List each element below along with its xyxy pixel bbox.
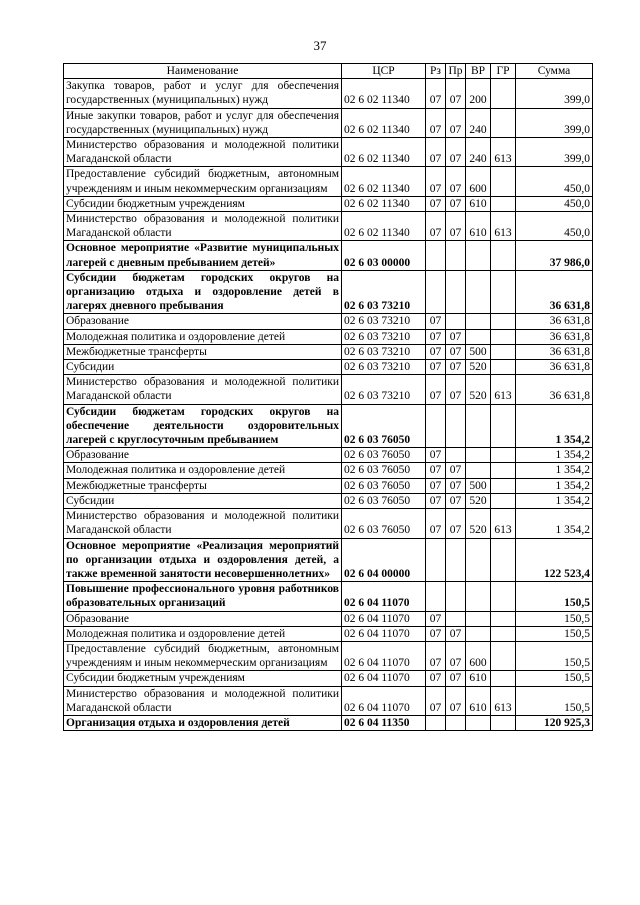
cell-gr — [491, 671, 516, 686]
cell-pr — [446, 270, 466, 314]
cell-pr: 07 — [446, 671, 466, 686]
cell-rz — [426, 715, 446, 730]
cell-pr — [446, 715, 466, 730]
cell-name: Молодежная политика и оздоровление детей — [64, 626, 342, 641]
table-row — [64, 196, 593, 211]
cell-name: Субсидии бюджетам городских округов на обеспечение деятельности оздоровительных лагерей с круглосуточным пребыванием — [64, 404, 342, 448]
cell-csr: 02 6 03 73210 — [342, 375, 426, 404]
cell-gr — [491, 715, 516, 730]
cell-pr: 07 — [446, 344, 466, 359]
cell-rz — [426, 241, 446, 270]
cell-csr: 02 6 03 76050 — [342, 404, 426, 448]
cell-vr: 240 — [466, 108, 491, 137]
cell-sum: 36 631,8 — [516, 270, 593, 314]
cell-sum: 1 354,2 — [516, 478, 593, 493]
cell-gr — [491, 404, 516, 448]
table-row — [64, 641, 593, 670]
cell-name: Молодежная политика и оздоровление детей — [64, 463, 342, 478]
cell-csr: 02 6 03 73210 — [342, 360, 426, 375]
cell-pr: 07 — [446, 329, 466, 344]
cell-csr: 02 6 03 73210 — [342, 314, 426, 329]
cell-sum: 150,5 — [516, 686, 593, 715]
cell-sum: 36 631,8 — [516, 314, 593, 329]
header-name: Наименование — [64, 64, 342, 79]
cell-name: Министерство образования и молодежной политики Магаданской области — [64, 138, 342, 167]
cell-name: Закупка товаров, работ и услуг для обеспечения государственных (муниципальных) нужд — [64, 79, 342, 108]
cell-rz: 07 — [426, 108, 446, 137]
cell-csr: 02 6 02 11340 — [342, 138, 426, 167]
cell-name: Молодежная политика и оздоровление детей — [64, 329, 342, 344]
cell-vr — [466, 314, 491, 329]
table-row — [64, 270, 593, 314]
cell-gr — [491, 314, 516, 329]
cell-vr — [466, 270, 491, 314]
cell-csr: 02 6 03 76050 — [342, 448, 426, 463]
table-row — [64, 671, 593, 686]
cell-sum: 450,0 — [516, 212, 593, 241]
cell-gr — [491, 241, 516, 270]
cell-gr — [491, 641, 516, 670]
cell-sum: 150,5 — [516, 671, 593, 686]
cell-pr: 07 — [446, 108, 466, 137]
cell-sum: 37 986,0 — [516, 241, 593, 270]
table-row — [64, 329, 593, 344]
cell-rz: 07 — [426, 641, 446, 670]
cell-rz — [426, 270, 446, 314]
cell-pr — [446, 448, 466, 463]
cell-gr — [491, 478, 516, 493]
cell-csr: 02 6 04 11070 — [342, 582, 426, 611]
cell-csr: 02 6 04 11070 — [342, 686, 426, 715]
cell-gr — [491, 463, 516, 478]
cell-name: Субсидии — [64, 360, 342, 375]
cell-vr — [466, 715, 491, 730]
cell-rz: 07 — [426, 686, 446, 715]
cell-gr — [491, 196, 516, 211]
cell-name: Министерство образования и молодежной политики Магаданской области — [64, 212, 342, 241]
table-row — [64, 241, 593, 270]
header-pr: Пр — [446, 64, 466, 79]
table-row — [64, 108, 593, 137]
page-number: 37 — [313, 38, 327, 53]
cell-sum: 399,0 — [516, 108, 593, 137]
cell-rz: 07 — [426, 493, 446, 508]
cell-name: Образование — [64, 448, 342, 463]
cell-sum: 450,0 — [516, 167, 593, 196]
cell-pr: 07 — [446, 196, 466, 211]
cell-name: Субсидии бюджетам городских округов на организацию отдыха и оздоровление детей в лагерях дневного пребывания — [64, 270, 342, 314]
cell-vr: 520 — [466, 360, 491, 375]
cell-sum: 1 354,2 — [516, 509, 593, 538]
cell-csr: 02 6 02 11340 — [342, 212, 426, 241]
cell-csr: 02 6 03 76050 — [342, 463, 426, 478]
cell-sum: 1 354,2 — [516, 493, 593, 508]
cell-csr: 02 6 03 76050 — [342, 493, 426, 508]
cell-pr — [446, 404, 466, 448]
cell-csr: 02 6 04 11070 — [342, 626, 426, 641]
cell-name: Организация отдыха и оздоровления детей — [64, 715, 342, 730]
cell-vr — [466, 626, 491, 641]
cell-pr: 07 — [446, 138, 466, 167]
cell-vr — [466, 448, 491, 463]
cell-gr — [491, 538, 516, 582]
cell-rz: 07 — [426, 314, 446, 329]
header-sum: Сумма — [516, 64, 593, 79]
cell-gr: 613 — [491, 509, 516, 538]
cell-gr — [491, 167, 516, 196]
cell-name: Субсидии бюджетным учреждениям — [64, 196, 342, 211]
cell-csr: 02 6 03 00000 — [342, 241, 426, 270]
table-row — [64, 344, 593, 359]
cell-name: Образование — [64, 314, 342, 329]
cell-rz: 07 — [426, 478, 446, 493]
cell-name: Повышение профессионального уровня работников образовательных организаций — [64, 582, 342, 611]
cell-name: Межбюджетные трансферты — [64, 344, 342, 359]
table-row — [64, 582, 593, 611]
header-rz: Рз — [426, 64, 446, 79]
cell-csr: 02 6 02 11340 — [342, 167, 426, 196]
cell-rz: 07 — [426, 167, 446, 196]
table-row — [64, 314, 593, 329]
table-row — [64, 167, 593, 196]
header-csr: ЦСР — [342, 64, 426, 79]
table-row — [64, 626, 593, 641]
cell-sum: 1 354,2 — [516, 463, 593, 478]
cell-rz: 07 — [426, 375, 446, 404]
cell-pr — [446, 538, 466, 582]
cell-csr: 02 6 03 73210 — [342, 344, 426, 359]
cell-gr — [491, 270, 516, 314]
table-row — [64, 509, 593, 538]
cell-vr: 610 — [466, 686, 491, 715]
cell-gr — [491, 344, 516, 359]
table-row — [64, 538, 593, 582]
cell-rz: 07 — [426, 196, 446, 211]
cell-csr: 02 6 04 00000 — [342, 538, 426, 582]
cell-pr — [446, 314, 466, 329]
header-row — [64, 64, 593, 79]
cell-vr — [466, 582, 491, 611]
cell-gr: 613 — [491, 212, 516, 241]
cell-name: Межбюджетные трансферты — [64, 478, 342, 493]
table-row — [64, 686, 593, 715]
cell-vr — [466, 329, 491, 344]
cell-csr: 02 6 04 11070 — [342, 611, 426, 626]
cell-sum: 450,0 — [516, 196, 593, 211]
cell-csr: 02 6 04 11070 — [342, 641, 426, 670]
cell-gr — [491, 626, 516, 641]
cell-name: Образование — [64, 611, 342, 626]
cell-sum: 120 925,3 — [516, 715, 593, 730]
cell-rz — [426, 538, 446, 582]
cell-csr: 02 6 03 76050 — [342, 509, 426, 538]
cell-pr — [446, 582, 466, 611]
cell-gr — [491, 611, 516, 626]
budget-table — [63, 63, 593, 731]
header-vr: ВР — [466, 64, 491, 79]
table-header — [64, 64, 593, 79]
cell-csr: 02 6 02 11340 — [342, 108, 426, 137]
cell-gr — [491, 448, 516, 463]
cell-gr — [491, 360, 516, 375]
cell-pr: 07 — [446, 493, 466, 508]
cell-pr: 07 — [446, 375, 466, 404]
cell-rz: 07 — [426, 448, 446, 463]
cell-gr — [491, 329, 516, 344]
cell-pr: 07 — [446, 641, 466, 670]
cell-gr: 613 — [491, 375, 516, 404]
cell-gr — [491, 493, 516, 508]
cell-pr: 07 — [446, 463, 466, 478]
cell-name: Основное мероприятие «Реализация мероприятий по организации отдыха и оздоровления детей, а также временной занятости несовершеннолетних» — [64, 538, 342, 582]
cell-name: Субсидии — [64, 493, 342, 508]
cell-rz: 07 — [426, 509, 446, 538]
cell-rz: 07 — [426, 611, 446, 626]
table-row — [64, 375, 593, 404]
cell-rz: 07 — [426, 360, 446, 375]
cell-pr: 07 — [446, 167, 466, 196]
table-row — [64, 138, 593, 167]
cell-gr: 613 — [491, 138, 516, 167]
cell-vr: 610 — [466, 212, 491, 241]
cell-vr: 610 — [466, 671, 491, 686]
cell-csr: 02 6 03 73210 — [342, 329, 426, 344]
cell-vr — [466, 241, 491, 270]
table-row — [64, 404, 593, 448]
cell-rz: 07 — [426, 138, 446, 167]
header-gr: ГР — [491, 64, 516, 79]
cell-csr: 02 6 02 11340 — [342, 79, 426, 108]
cell-vr: 520 — [466, 509, 491, 538]
cell-rz: 07 — [426, 344, 446, 359]
cell-name: Министерство образования и молодежной политики Магаданской области — [64, 686, 342, 715]
cell-rz — [426, 582, 446, 611]
cell-sum: 36 631,8 — [516, 329, 593, 344]
cell-sum: 36 631,8 — [516, 375, 593, 404]
cell-rz: 07 — [426, 463, 446, 478]
cell-csr: 02 6 04 11350 — [342, 715, 426, 730]
cell-sum: 150,5 — [516, 641, 593, 670]
cell-pr: 07 — [446, 478, 466, 493]
cell-sum: 36 631,8 — [516, 344, 593, 359]
cell-csr: 02 6 03 73210 — [342, 270, 426, 314]
cell-vr — [466, 404, 491, 448]
cell-pr — [446, 611, 466, 626]
cell-vr: 520 — [466, 493, 491, 508]
table-row — [64, 478, 593, 493]
cell-rz — [426, 404, 446, 448]
cell-pr: 07 — [446, 686, 466, 715]
cell-gr — [491, 582, 516, 611]
cell-name: Предоставление субсидий бюджетным, автономным учреждениям и иным некоммерческим организациям — [64, 167, 342, 196]
cell-sum: 150,5 — [516, 626, 593, 641]
cell-vr: 600 — [466, 641, 491, 670]
cell-vr: 240 — [466, 138, 491, 167]
cell-rz: 07 — [426, 79, 446, 108]
cell-sum: 36 631,8 — [516, 360, 593, 375]
cell-name: Основное мероприятие «Развитие муниципальных лагерей с дневным пребыванием детей» — [64, 241, 342, 270]
cell-vr — [466, 611, 491, 626]
table-row — [64, 79, 593, 108]
cell-csr: 02 6 03 76050 — [342, 478, 426, 493]
cell-sum: 1 354,2 — [516, 448, 593, 463]
cell-name: Субсидии бюджетным учреждениям — [64, 671, 342, 686]
cell-pr: 07 — [446, 212, 466, 241]
cell-pr: 07 — [446, 509, 466, 538]
cell-rz: 07 — [426, 626, 446, 641]
cell-rz: 07 — [426, 212, 446, 241]
table-row — [64, 611, 593, 626]
cell-name: Предоставление субсидий бюджетным, автономным учреждениям и иным некоммерческим организациям — [64, 641, 342, 670]
cell-sum: 150,5 — [516, 611, 593, 626]
cell-vr: 200 — [466, 79, 491, 108]
cell-pr: 07 — [446, 360, 466, 375]
cell-vr: 500 — [466, 344, 491, 359]
cell-gr — [491, 108, 516, 137]
cell-vr: 600 — [466, 167, 491, 196]
cell-vr: 520 — [466, 375, 491, 404]
cell-rz: 07 — [426, 671, 446, 686]
cell-gr — [491, 79, 516, 108]
cell-pr: 07 — [446, 626, 466, 641]
table-body — [64, 79, 593, 731]
cell-pr — [446, 241, 466, 270]
table-row — [64, 212, 593, 241]
cell-name: Иные закупки товаров, работ и услуг для обеспечения государственных (муниципальных) нужд — [64, 108, 342, 137]
cell-vr: 610 — [466, 196, 491, 211]
cell-pr: 07 — [446, 79, 466, 108]
cell-vr — [466, 463, 491, 478]
cell-sum: 399,0 — [516, 138, 593, 167]
table-row — [64, 448, 593, 463]
cell-rz: 07 — [426, 329, 446, 344]
cell-name: Министерство образования и молодежной политики Магаданской области — [64, 375, 342, 404]
cell-sum: 399,0 — [516, 79, 593, 108]
table-row — [64, 360, 593, 375]
table-row — [64, 493, 593, 508]
cell-csr: 02 6 02 11340 — [342, 196, 426, 211]
cell-csr: 02 6 04 11070 — [342, 671, 426, 686]
cell-sum: 122 523,4 — [516, 538, 593, 582]
cell-gr: 613 — [491, 686, 516, 715]
table-row — [64, 715, 593, 730]
cell-vr: 500 — [466, 478, 491, 493]
cell-sum: 1 354,2 — [516, 404, 593, 448]
table-row — [64, 463, 593, 478]
cell-name: Министерство образования и молодежной политики Магаданской области — [64, 509, 342, 538]
cell-vr — [466, 538, 491, 582]
cell-sum: 150,5 — [516, 582, 593, 611]
